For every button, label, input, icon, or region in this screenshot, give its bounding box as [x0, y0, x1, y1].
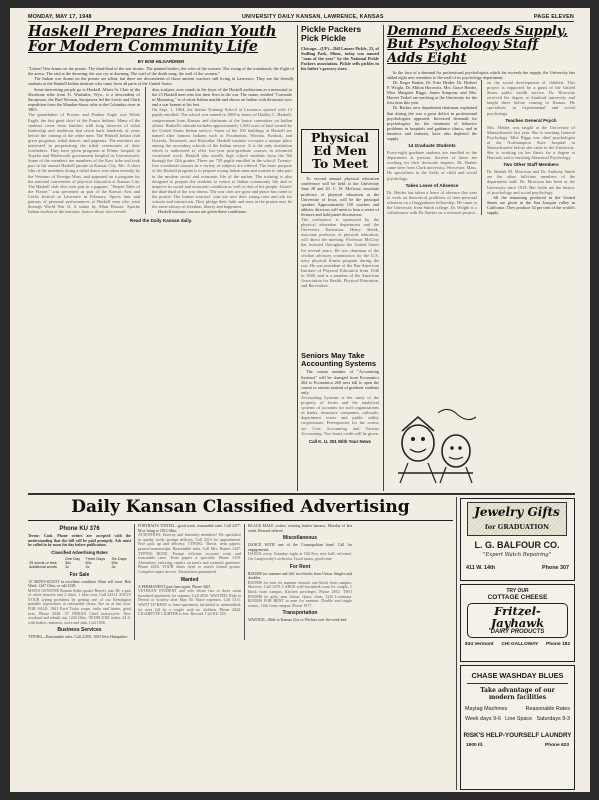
fritzel-dairy: DAIRY PRODUCTS — [490, 629, 545, 636]
fritzel-try: TRY OUR — [506, 588, 529, 594]
demand-sub3: Teaches General Psych — [505, 117, 557, 123]
indian-p2: The Indian war drums on the prairie are silent, but there are descendents of those ancient warriors still living in Lawrence. They are the friendly students at the Haskell Indian institute who came from all parts of the United States. — [28, 75, 294, 86]
demand-p4: All the remaining produced in the United States are given in the San Joaquin valley in California. They produce 34 per cent of the world's supply. — [486, 194, 575, 215]
physical-text: To second annual physical education conference will be held at the University June 28 and 29. C. W. McGraw, associate professor of physical education at the University of Iowa, will be the principal speaker. Approximately 150 coaches and athletic directors will meet to hear a series of lectures and hold panel discussions. — [301, 176, 379, 217]
chase-phone: Phone 623 — [545, 743, 569, 748]
wanted-ad-1: A PERMANENT part-time typist. Phone 3021. — [138, 584, 212, 589]
wanted-filler: VETERAN STUDENT and wife desire two or three room furnished apartment for summer. Call 2916. WANTED: Ride to Detroit or vicinity after May 30. Share expenses. Call 3311. WANT TO RENT or lease apartment, furnished or unfurnished, for next fall by a couple with no children. Phone 2044. CIGARETTE LIGHTER is lost. Reward. Call KU 253. — [138, 589, 241, 617]
seniors-callout: Call K. U. 251 With Your News — [308, 438, 371, 444]
pickle-article — [301, 25, 379, 125]
demand-filler-d: Mrs. Heider was taught at the University of Massachusetts last year. She is teaching General Psychology. Miss Riggs was chief psychologist at the Northampton State hospital in Massachusetts before she came to the University. She is working on her thesis for a degree at Harvard, and is teaching Abnormal Psychology. — [486, 124, 575, 161]
indian-filler-right: On Sept. 1, 1884, the Indian Training School at Lawrence opened with 14 pupils enrolled. The school was named in 1890 in honor of Dudley C. Haskell, congressman from Kansas and chairman of the house committee on Indian affairs. Haskell's attitude includes approximately 1,000 acres of land owned by the United States Indian service. Some of the 190 buildings at Haskell are named after famous Indians such as Pocahontas, Winona, Keokuk, and Osceola, Tecumseh, and Hiawatha. Haskell institute occupies a unique place among the secondary schools of the Indian service. It is the only institution which is authorized to offer two-year post-graduate courses in advanced vocational work. Haskell also enrolls high school students from the 9th through the 12th grades. There are 750 pupils enrolled in the school. Twenty-five vocational courses in a variety of subjects are offered. The basic purpose of the Haskell program is to prepare young Indian men and women to take part in the modern social and economic life of the nation. The training is also designed to prepare the students to return to Indian community life and to improve its social and economic condition as well as that of his people. Listen! the thud-thud of the war drums. The war cries are gone and peace has come to the prairie. The former warriors' sons are now their young ones and ask for schools and instruction. They pledge their faith and trust in the prairie may be the same always of freedom, liberty and happiness. — [152, 107, 292, 210]
section-transportation: Transportation — [282, 610, 318, 617]
indian-mid: diau sculptor, now stands in the foyer of the Haskell auditorium as a memorial to the 23 Haskell men who lost their lives in the war. The statue, entitled "Comrade in Mourning," is of white Italian marble and shows an Indian with downcast eyes and a war bonnet at his feet. — [152, 86, 292, 108]
indian-byline: BY BOB HILGARDNER — [137, 58, 185, 64]
demand-p1: In the face of a demand for professional psychologists which far exceeds the supply, the University has added eight new members to the staff of its psychology department. — [387, 69, 575, 80]
physical-filler: The conference is sponsored by the physical education department and the University Extension. Henry Shenk, associate professor of physical education, will direct the meeting. Professor McCloy has lectured throughout the United States for several years. He was chairman of the civilian advisory commission for the U.S. navy physical fitness program during the war. He was president of the Pan-American Institute of Physical Education from 1946 to 1948, and is a member of the American Association for Health, Physical Education, and Recreation. — [301, 217, 379, 289]
rent-filler: ROOMS for men for summer session: one block from campus. Showers. Call 1478. LARGE well-furnished room for couple, 1 block from campus. Kitchen privileges. Phone 2812. TWO ROOMS for girls; near Union. Quiet, clean. 1216 Louisiana. ROOMS FOR RENT to men for summer. Double and single rooms; 1 blk from campus. Phone 1977. — [248, 580, 352, 608]
indian-p3: Some interesting people go to Haskell. Albert St. Clair of the Shoshone tribe from Ft. Washakie, Wyo., is a descendent of Sacajawea, the Bird Woman, Sacajawea led the Lewis and Clark expedition from the Mandan-Sioux tribe to the Columbia river in 1805. — [28, 86, 140, 113]
trans-ad-1: WANTED—Ride to Kansas City or Wichita over the week end. — [248, 618, 348, 623]
cartoon-illustration — [388, 403, 483, 489]
classified-phone: Phone KU 376 — [59, 526, 100, 532]
classified-col-3 — [248, 524, 352, 640]
fritzel-phone: Phone 182 — [546, 642, 570, 648]
demand-sub2: Takes Leave of Absence — [405, 182, 459, 188]
table-row: One Day Three Days Six Days — [64, 556, 127, 561]
section-wanted: Wanted — [180, 576, 199, 583]
header-page: PAGE ELEVEN — [533, 14, 574, 20]
demand-filler-c: on the social development of children. This project is supported by a grant of the United States public health service. Dr. Horowitz received his degree at Stanford university and taught three before coming to Kansas. He specializes in experimental and social psychology. — [486, 79, 575, 116]
col2-ad-1: PORTRAITS TINTED—good work, reasonable rates. Call 2477-M or bring to 1012 Ohio. — [138, 524, 241, 533]
cartoon-drawing — [388, 403, 483, 489]
chase-l1: Take advantage of our — [480, 687, 555, 694]
fritzel-brand: Fritzel-Jayhawk — [490, 604, 545, 630]
sale-filler: MAN'S GENUINE Roman Seiko quartz Barrett, size 38; a pair of white trousers and 2 shirts. 1 blue coat. Call 2431J. SOLO! YOUR typing problems by getting one of our Remington portable typewriters at reasonable terms. See us at last year. FOR SALE: 1941 Ford Tudor coupe, radio and heater, good tires. Phone 3348. '37 INDIAN Chief motorcycle. New overhaul and rebuilt top. 1244 Ohio. '38 DELUXE trailer, 24 ft. with brakes, mattress, stove and sink. Call 1856. — [28, 588, 131, 625]
indian-headline: Haskell Prepares Indian Youth For Modern Community Life — [28, 25, 277, 55]
section-for-sale: For Sale — [69, 571, 90, 578]
chase-l2: modern facilities — [488, 694, 547, 701]
rates-table — [28, 557, 131, 569]
section-misc: Miscellaneous — [282, 535, 318, 542]
demand-sub4: Two Other Staff Members — [503, 162, 559, 168]
balfour-ad — [460, 498, 575, 581]
classified-col-1 — [28, 524, 131, 640]
balfour-sub: for GRADUATION — [484, 523, 550, 531]
rent-ad-1: ROOMS for summer and fall; two blocks from Union. Singles and doubles. — [248, 571, 352, 581]
indian-read-daily: Read the Daily Kansan daily. — [129, 218, 193, 224]
indian-filler-left: The grandfather of Prosser and Pauline Eagle was White Eagle, the last great chief of the Ponca Indians. Many of the students come from families with long histories of tribal leadership and traditions that reach back hundreds of years before the coming of the white men. The Haskell Indian club gives programs, tribal dances, and pageants. The members are interested in perpetuating the tribal ceremonies of their forefathers. They have given programs at Winter hospital in Topeka and Wadsworth government hospital in Leavenworth. Some of the members are members of the Kaw tribe and took part in the annual Haskell parade in Kansas City, Mo. A short film of the members doing a tribal dance was taken recently by the Veterans of Foreign Wars, and appeared on a program for the national convention of physical education at Kansas City. The Haskell club also took part in a pageant, "Teepee Tales of the Prairie," was presented as part of the Kansas Arts and Crafts festival in Lawrence in February. Sports fans and patrons of personal performances at Haskell men who went through World War II. A statue by Allan Houser, Apache Indian student at the institute, honors those who served. — [28, 112, 140, 215]
section-for-rent: For Rent — [289, 563, 311, 570]
chase-ad — [460, 665, 575, 790]
demand-filler-a: Forty-eight graduate students are enrolled in the department at present. Sixteen of these are working for their doctorate degrees. Dr. Barker came here from Clark university, Worcester, Mass. He specializes in the fields of child and social psychology. — [387, 150, 477, 181]
col2-filler: ATTENTION: Sorority and fraternity members! We specialize in quality work; prompt delivery. Call 2213 for appointment. Free pick up and delivery. TYPING: Thesis, term papers, general manuscripts. Reasonable rates. Call Mrs. Barnes 1427. TYPING DONE. Prompt efficient accurate work and reasonable rates. Term papers a specialty. Phone 3119. Alterations, tailoring, repairs on men's and women's garments. Phone 2416. YOUR shoes dyed to match formal gowns. Complete repair service. Satisfaction guaranteed. — [138, 533, 241, 574]
classified-rates-title: Classified Advertising Rates — [51, 549, 108, 555]
fritzel-cottage: COTTAGE CHEESE — [487, 594, 548, 601]
fritzel-addr: 834 Vermont — [465, 642, 494, 648]
demand-sub1: 14 Graduate Students — [408, 143, 456, 149]
demand-filler-e: Dr. Beulah M. Morrison and Dr. Anthony Smith are the other full-time members of the department staff. Dr. Morrison has been at the University since 1918. Her fields are the history of psychology and social psychology. — [486, 169, 575, 195]
chase-title: CHASE WASHDAY BLUES — [471, 671, 564, 680]
indian-end: Haskell institute courses are given these conditions. — [158, 209, 247, 215]
header-date: MONDAY, MAY 17, 1948 — [28, 14, 92, 20]
balfour-phone: Phone 307 — [542, 565, 569, 571]
sale-ad-1: '47 MOTO-SCOOT in excellent condition. Must sell soon. Bob Ward, 1247 Ohio, or call 2529. — [28, 579, 131, 589]
physical-headline: Physical Ed Men To Meet — [301, 129, 379, 173]
indian-lead: "Listen! War drums on the prairie. The thud-thud of the war drums. The painted bodies; the cries of the women. The swing of the tomahawk; the flight of the arrow. The raid at the dawning; the war cry at dawning. The wail of the death song; the wail of the women." — [28, 65, 294, 76]
classified-title: Daily Kansan Classified Advertising — [28, 497, 453, 521]
fritzel-ad — [460, 584, 575, 662]
chase-l5: Week days 9-6 — [465, 716, 501, 722]
balfour-addr: 411 W. 14th — [466, 565, 496, 571]
misc-ad-1: DANCE WITH one of the Cosmopolitan band. Call for engagements. — [248, 543, 352, 552]
classified-terms: Terms: Cash. Phone orders are accepted with the understanding that the bill will be paid promptly. Ads must be called in by noon the day before publication. — [28, 534, 131, 547]
chase-addr: 1900 Ill. — [466, 743, 484, 748]
seniors-article — [301, 352, 379, 491]
table-row: Additional words 1c 2c 3c — [29, 564, 116, 569]
indian-article — [28, 25, 294, 491]
seniors-text: The course number of "Accounting Systems" will be changed from Economics 264 to Economics 260 next fall to open the course to seniors instead of graduate students only. — [301, 369, 379, 395]
col3-ad-1: BLACK MALE cocker; wearing leather harness. Monday of last week. Reward offered. — [248, 524, 352, 533]
seniors-headline: Seniors May Take Accounting Systems — [301, 352, 377, 368]
demand-p2: Dr. Roger Barker, Dr. Fritz Heider, Dr. Herbert F. Wright, Dr. Milton Horowitz, Mrs. Grace Heider, Miss Margaret Riggs, James Simpson, and Mrs. Harriet Yerkel are teaching at the University for the first time this year. — [387, 79, 477, 106]
chase-l4: Reasonable Rates — [525, 706, 570, 712]
chase-l6: Line Space — [505, 716, 533, 722]
chase-l3: Maytag Machines — [465, 706, 508, 712]
misc-filler: DANCE every Saturday night at Old Fox; new ball; informal. Joe Langworthy's orchestra. Good music, good time. — [248, 552, 352, 561]
balfour-name: L. G. BALFOUR CO. — [474, 540, 560, 550]
chase-l8: RISK'S HELP-YOURSELF LAUNDRY — [463, 732, 572, 739]
demand-headline: Demand Exceeds Supply, But Psychology Staff Adds Eight — [387, 25, 568, 66]
page-header — [28, 8, 574, 22]
classified-col-2 — [138, 524, 241, 640]
fritzel-mid: CHI GALLOWAY — [501, 642, 539, 648]
balfour-title: Jewelry Gifts — [474, 505, 560, 519]
physical-article — [301, 129, 379, 349]
seniors-filler: Accounting Systems is the study of the property of forms and the analytical systems of accounts for such organizations as banks, insurance companies, railroads, department stores and public utility corporations. Prerequisites for the course are Cost Accounting and Various Accounting. Two hours credit will be given. — [301, 394, 379, 436]
chase-l7: Saturdays 9-3 — [536, 716, 570, 722]
table-row: 25 words or less 30c 60c 90c — [29, 560, 118, 565]
demand-p3: Dr. Barker, new department chairman, explained that during the war a great deficit in professional psychologists appeared. Increased demands for psychologists for the treatment of behavior problems in hospitals and guidance clinics, and in business and industry, have also depleted the supply. — [387, 105, 477, 141]
newspaper-page — [10, 8, 590, 792]
classified-section — [28, 497, 453, 790]
demand-filler-b: Dr. Heider has taken a leave of absence this year to work on theoretical problems of inter-personal relations on a Guggenheim fellowship. He came to the University from Smith college. Dr. Wright is a collaborator with Dr. Barker on a research project. — [387, 189, 477, 215]
pickle-headline: Pickle Packers Pick Pickle — [301, 25, 362, 43]
balfour-tag: "Expert Watch Repairing" — [483, 552, 551, 558]
biz-ad-1: TYPING—Reasonable rates. Call 2259J. 1003 New Hampshire. — [28, 635, 129, 640]
header-paper: UNIVERSITY DAILY KANSAN, LAWRENCE, KANSAS — [241, 14, 384, 20]
section-business: Business Services — [57, 627, 102, 634]
pickle-text: Chicago—(UP)—Dill Lanzer Pickle, 23, of Sudling Park, Minn., today was named "man of the year" by the National Pickle Packers association. Pickle sells pickles in his father's grocery store. — [301, 45, 379, 71]
